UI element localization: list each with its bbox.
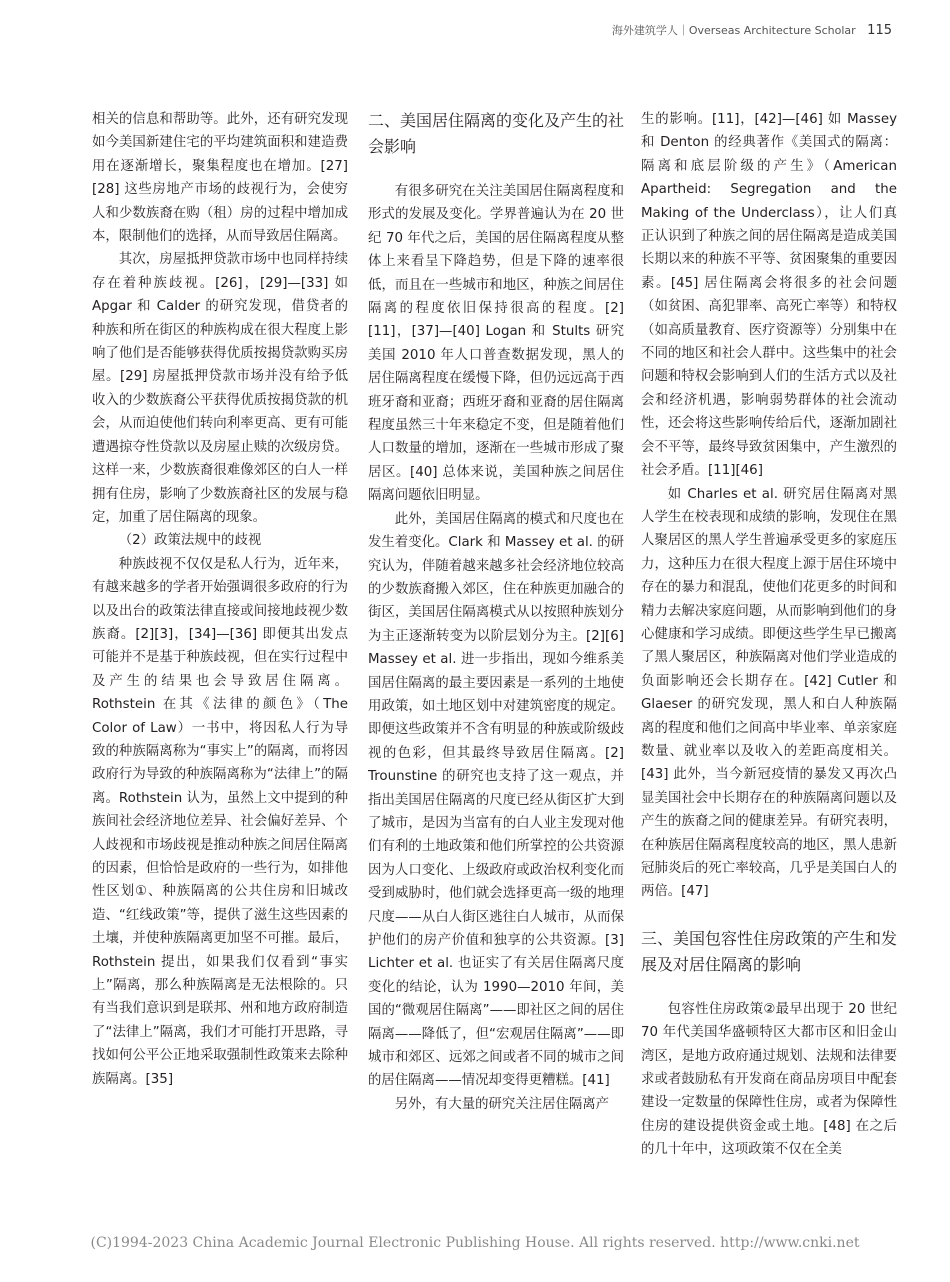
column-1 <box>92 108 348 1091</box>
paragraph: 生的影响。[11]，[42]—[46] 如 Massey 和 Denton 的经典著作《美国式的隔离：隔离和底层阶级的产生》（American Apartheid: Segregation and the Making of the Underclass），让人们真正认识到了种族之间的居住隔离是造成美国长期以来的种族不平等、贫困聚集的重要因素。[45] 居住隔离会将很多的社会问题（如贫困、高犯罪率、高死亡率等）和特权（如高质量教育、医疗资源等）分别集中在不同的地区和社会人群中。这些集中的社会问题和特权会影响到人们的生活方式以及社会和经济机遇，影响弱势群体的社会流动性，还会将这些影响传给后代，逐渐加剧社会不平等，最终导致贫困集中，产生激烈的社会矛盾。[11][46] <box>641 112 897 479</box>
subsection-heading: （2）政策法规中的歧视 <box>118 533 262 549</box>
section-heading: 二、美国居住隔离的变化及产生的社会影响 <box>368 111 625 156</box>
paragraph: 另外，有大量的研究关注居住隔离产 <box>394 1096 610 1112</box>
paragraph: 相关的信息和帮助等。此外，还有研究发现如今美国新建住宅的平均建筑面积和建造费用在逐渐增长，聚集程度也在增加。[27][28] 这些房地产市场的歧视行为，会使穷人和少数族裔在购（租）房的过程中增加成本，限制他们的选择，从而导致居住隔离。 <box>92 112 348 245</box>
copyright-footer: (C)1994-2023 China Academic Journal Electronic Publishing House. All rights reserved. http://www.cnki.net <box>90 1235 860 1251</box>
paragraph: 包容性住房政策②最早出现于 20 世纪 70 年代美国华盛顿特区大都市区和旧金山湾区，是地方政府通过规划、法规和法律要求或者鼓励私有开发商在商品房项目中配套建设一定数量的保障性住房，或者为保障性住房的建设提供资金或土地。[48] 在之后的几十年中，这项政策不仅在全美 <box>641 1001 897 1158</box>
column-3 <box>641 108 897 1162</box>
paragraph: 种族歧视不仅仅是私人行为，近年来，有越来越多的学者开始强调很多政府的行为以及出台的政策法律直接或间接地歧视少数族裔。[2][3]，[34]—[36] 即便其出发点可能并不是基于种族歧视，但在实行过程中及产生的结果也会导致居住隔离。Rothstein 在其《法律的颜色》（The Color of Law）一书中，将因私人行为导致的种族隔离称为“事实上”的隔离，而将因政府行为导致的种族隔离称为“法律上”的隔离。Rothstein 认为，虽然上文中提到的种族间社会经济地位差异、社会偏好差异、个人歧视和市场歧视是推动种族之间居住隔离的因素，但恰恰是政府的一些行为，如排他性区划①、种族隔离的公共住房和旧城改造、“红线政策”等，提供了滋生这些因素的土壤，并使种族隔离更加坚不可摧。最后，Rothstein 提出，如果我们仅看到“事实上”隔离，那么种族隔离是无法根除的。只有当我们意识到是联邦、州和地方政府制造了“法律上”隔离，我们才可能打开思路，寻找如何公平公正地采取强制性政策来去除种族隔离。[35] <box>92 556 348 1087</box>
paragraph: 其次，房屋抵押贷款市场中也同样持续存在着种族歧视。[26]，[29]—[33] 如 Apgar 和 Calder 的研究发现，借贷者的种族和所在街区的种族构成在很大程度上影响了他们是否能够获得优质按揭贷款购买房屋。[29] 房屋抵押贷款市场并没有给予低收入的少数族裔公平获得优质按揭贷款的机会，从而迫使他们转向利率更高、更有可能遭遇掠夺性贷款以及房屋止赎的次级房贷。这样一来，少数族裔很难像郊区的白人一样拥有住房，影响了少数族裔社区的发展与稳定，加重了居住隔离的现象。 <box>92 252 348 525</box>
paragraph: 有很多研究在关注美国居住隔离程度和形式的发展及变化。学界普遍认为在 20 世纪 70 年代之后，美国的居住隔离程度从整体上来看呈下降趋势，但是下降的速率很低，而且在一些城市和地区，种族之间居住隔离的程度依旧保持很高的程度。[2][11]，[37]—[40] Logan 和 Stults 研究美国 2010 年人口普查数据发现，黑人的居住隔离程度在缓慢下降，但仍远远高于西班牙裔和亚裔；西班牙裔和亚裔的居住隔离程度虽然三十年来稳定不变，但是随着他们人口数量的增加，逐渐在一些城市形成了聚居区。[40] 总体来说，美国种族之间居住隔离问题依旧明显。 <box>368 184 624 504</box>
paragraph: 如 Charles et al. 研究居住隔离对黑人学生在校表现和成绩的影响，发现住在黑人聚居区的黑人学生普遍承受更多的家庭压力，这种压力在很大程度上源于居住环境中存在的暴力和混乱，使他们花更多的时间和精力去解决家庭问题，从而影响到他们的身心健康和学习成绩。即便这些学生早已搬离了黑人聚居区，种族隔离对他们学业造成的负面影响还会长期存在。[42] Cutler 和 Glaeser 的研究发现，黑人和白人种族隔离的程度和他们之间高中毕业率、单亲家庭数量、就业率以及收入的差距高度相关。[43] 此外，当今新冠疫情的暴发又再次凸显美国社会中长期存在的种族隔离问题以及产生的族裔之间的健康差异。有研究表明，在种族居住隔离程度较高的地区，黑人患新冠肺炎后的死亡率较高，几乎是美国白人的两倍。[47] <box>641 486 897 900</box>
paragraph: 此外，美国居住隔离的模式和尺度也在发生着变化。Clark 和 Massey et al. 的研究认为，伴随着越来越多社会经济地位较高的少数族裔搬入郊区，住在种族更加融合的街区，美国居住隔离模式从以按照种族划分为主正逐渐转变为以阶层划分为主。[2][6] Massey et al. 进一步指出，现如今维系美国居住隔离的最主要因素是一系列的土地使用政策，如土地区划中对建筑密度的规定。即便这些政策并不含有明显的种族或阶级歧视的色彩，但其最终导致居住隔离。[2] Trounstine 的研究也支持了这一观点，并指出美国居住隔离的尺度已经从街区扩大到了城市，是因为当富有的白人业主发现对他们有利的土地政策和他们所掌控的公共资源因为人口变化、上级政府或政治权利变化而受到威胁时，他们就会选择更高一级的地理尺度——从白人街区逃往白人城市，从而保护他们的房产价值和独享的公共资源。[3] Lichter et al. 也证实了有关居住隔离尺度变化的结论，认为 1990—2010 年间，美国的“微观居住隔离”——即社区之间的居住隔离——降低了，但“宏观居住隔离”——即城市和郊区、远郊之间或者不同的城市之间的居住隔离——情况却变得更糟糕。[41] <box>368 511 624 1089</box>
journal-title: 海外建筑学人｜Overseas Architecture Scholar <box>611 24 856 37</box>
running-header <box>612 22 892 38</box>
section-heading: 三、美国包容性住房政策的产生和发展及对居住隔离的影响 <box>641 928 898 974</box>
page-number: 115 <box>867 23 892 38</box>
column-2 <box>368 108 624 1116</box>
